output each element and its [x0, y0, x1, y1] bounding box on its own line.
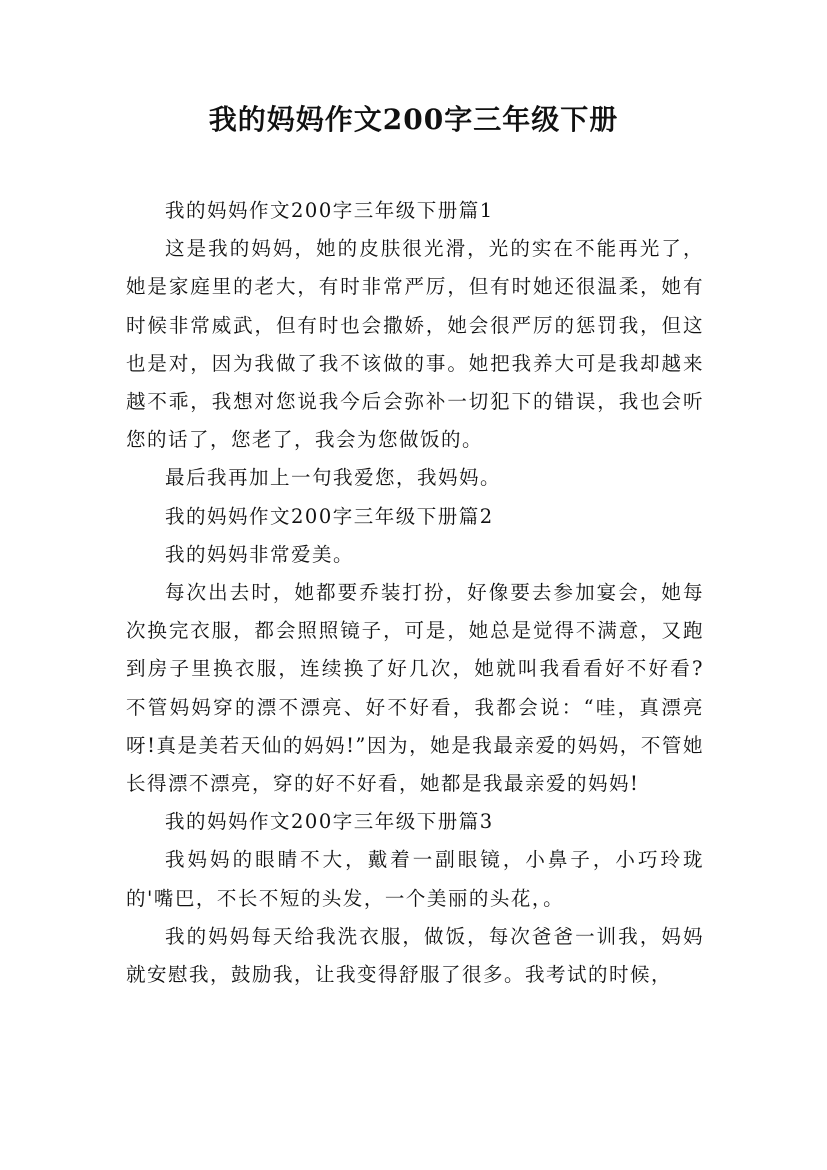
paragraph-section-heading-1: 我的妈妈作文200字三年级下册篇1	[165, 199, 494, 222]
document-title: 我的妈妈作文200字三年级下册	[208, 103, 619, 136]
paragraph-section-heading-3: 我的妈妈作文200字三年级下册篇3	[165, 810, 494, 834]
paragraph: 最后我再加上一句我爱您，我妈妈。	[165, 466, 502, 490]
paragraph: 每次出去时，她都要乔装打扮，好像要去参加宴会，她每次换完衣服，都会照照镜子，可是，她总是觉得不满意，又跑到房子里换衣服，连续换了好几次，她就叫我看看好不好看?不管妈妈穿的漂不漂亮、好不好看，我都会说：“哇，真漂亮呀!真是美若天仙的妈妈!”因为，她是我最亲爱的妈妈，不管她长得漂不漂亮，穿的好不好看，她都是我最亲爱的妈妈!	[126, 581, 704, 796]
paragraph: 我的妈妈每天给我洗衣服，做饭，每次爸爸一训我，妈妈就安慰我，鼓励我，让我变得舒服了很多。我考试的时候，	[126, 924, 704, 987]
paragraph: 这是我的妈妈，她的皮肤很光滑，光的实在不能再光了，她是家庭里的老大，有时非常严厉，但有时她还很温柔，她有时候非常威武，但有时也会撒娇，她会很严厉的惩罚我，但这也是对，因为我做了我不该做的事。她把我养大可是我却越来越不乖，我想对您说我今后会弥补一切犯下的错误，我也会听您的话了，您老了，我会为您做饭的。	[126, 237, 704, 452]
document-body	[126, 192, 704, 994]
paragraph: 我妈妈的眼睛不大，戴着一副眼镜，小鼻子，小巧玲珑的'嘴巴，不长不短的头发，一个美丽的头花，。	[126, 848, 704, 910]
paragraph: 我的妈妈非常爱美。	[165, 542, 355, 566]
paragraph-section-heading-2: 我的妈妈作文200字三年级下册篇2	[165, 504, 494, 528]
